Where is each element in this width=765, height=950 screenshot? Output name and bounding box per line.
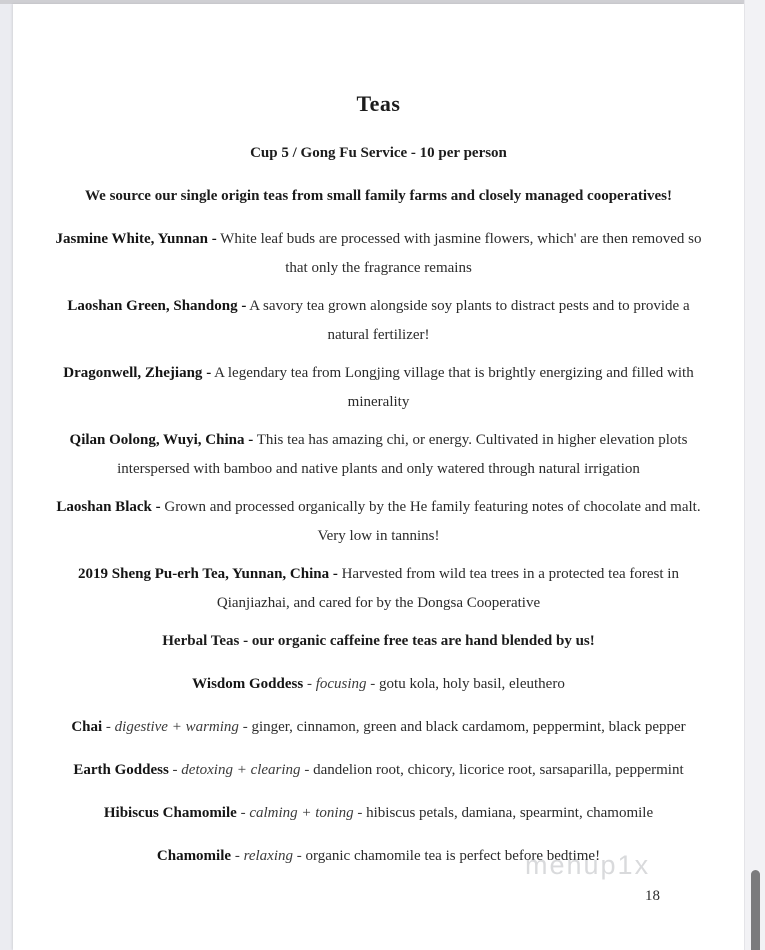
herbal-ingredients: hibiscus petals, damiana, spearmint, chamomile xyxy=(366,805,654,821)
intro-line: We source our single origin teas from small family farms and closely managed cooperatives! xyxy=(84,188,673,204)
pricing-line: Cup 5 / Gong Fu Service - 10 per person xyxy=(250,145,507,161)
separator: - xyxy=(206,365,212,381)
separator: - xyxy=(172,762,178,778)
separator: - xyxy=(248,432,254,448)
tea-description: Grown and processed organically by the He family featuring notes of chocolate and malt. Very low in tannins! xyxy=(164,499,701,544)
separator: - xyxy=(370,676,376,692)
herbal-name: Chai xyxy=(71,719,103,735)
herbal-name: Earth Goddess xyxy=(73,762,169,778)
menupix-watermark: menup1x xyxy=(525,850,651,880)
herbal-ingredients: organic chamomile tea is perfect before bedtime! xyxy=(305,848,601,864)
tea-description: White leaf buds are processed with jasmine flowers, which' are then removed so that only the fragrance remains xyxy=(220,231,702,276)
tea-name: Laoshan Black xyxy=(56,499,152,515)
single-origin-tea-list xyxy=(54,225,704,618)
tea-entry xyxy=(54,493,704,551)
separator: - xyxy=(357,805,363,821)
tea-description: Harvested from wild tea trees in a protected tea forest in Qianjiazhai, and cared for by the Dongsa Cooperative xyxy=(216,566,679,611)
herbal-ingredients: dandelion root, chicory, licorice root, sarsaparilla, peppermint xyxy=(313,762,684,778)
tea-entry xyxy=(54,560,704,618)
herbal-name: Chamomile xyxy=(156,848,232,864)
separator: - xyxy=(105,719,111,735)
separator: - xyxy=(234,848,240,864)
herbal-entry xyxy=(54,756,704,785)
scrollbar-track[interactable] xyxy=(744,0,765,950)
separator: - xyxy=(332,566,338,582)
tea-entry xyxy=(54,426,704,484)
separator: - xyxy=(155,499,161,515)
separator: - xyxy=(241,298,247,314)
herbal-ingredients: ginger, cinnamon, green and black cardamom, peppermint, black pepper xyxy=(251,719,686,735)
herbal-tea-list xyxy=(54,670,704,871)
separator: - xyxy=(240,805,246,821)
scrollbar-thumb[interactable] xyxy=(751,870,760,950)
separator: - xyxy=(211,231,217,247)
separator: - xyxy=(306,676,312,692)
herbal-name: Hibiscus Chamomile xyxy=(103,805,237,821)
tea-description: This tea has amazing chi, or energy. Cultivated in higher elevation plots interspersed with bamboo and native plants and only watered through natural irrigation xyxy=(117,432,688,477)
herbal-property: relaxing xyxy=(243,848,293,864)
tea-name: Jasmine White, Yunnan xyxy=(55,231,208,247)
herbal-entry xyxy=(54,799,704,828)
tea-description: A savory tea grown alongside soy plants to distract pests and to provide a natural fertilizer! xyxy=(249,298,690,343)
menu-content xyxy=(54,90,704,871)
tea-entry xyxy=(54,359,704,417)
tea-name: Qilan Oolong, Wuyi, China xyxy=(69,432,245,448)
herbal-property: focusing xyxy=(315,676,367,692)
herbal-ingredients: gotu kola, holy basil, eleuthero xyxy=(379,676,565,692)
separator: - xyxy=(304,762,310,778)
separator: - xyxy=(242,719,248,735)
herbal-property: detoxing + clearing xyxy=(181,762,301,778)
herbal-property: digestive + warming xyxy=(114,719,239,735)
tea-name: Dragonwell, Zhejiang xyxy=(63,365,203,381)
separator: - xyxy=(296,848,302,864)
tea-name: 2019 Sheng Pu-erh Tea, Yunnan, China xyxy=(78,566,330,582)
tea-entry xyxy=(54,225,704,283)
herbal-entry xyxy=(54,713,704,742)
herbal-entry xyxy=(54,670,704,699)
tea-entry xyxy=(54,292,704,350)
herbal-property: calming + toning xyxy=(249,805,354,821)
tea-name: Laoshan Green, Shandong xyxy=(67,298,238,314)
menu-page xyxy=(13,4,744,950)
page-number: 18 xyxy=(645,888,660,904)
herbal-teas-heading: Herbal Teas - our organic caffeine free teas are hand blended by us! xyxy=(162,633,595,649)
herbal-name: Wisdom Goddess xyxy=(192,676,304,692)
tea-description: A legendary tea from Longjing village that is brightly energizing and filled with minerality xyxy=(214,365,694,410)
page-title: Teas xyxy=(356,91,401,116)
